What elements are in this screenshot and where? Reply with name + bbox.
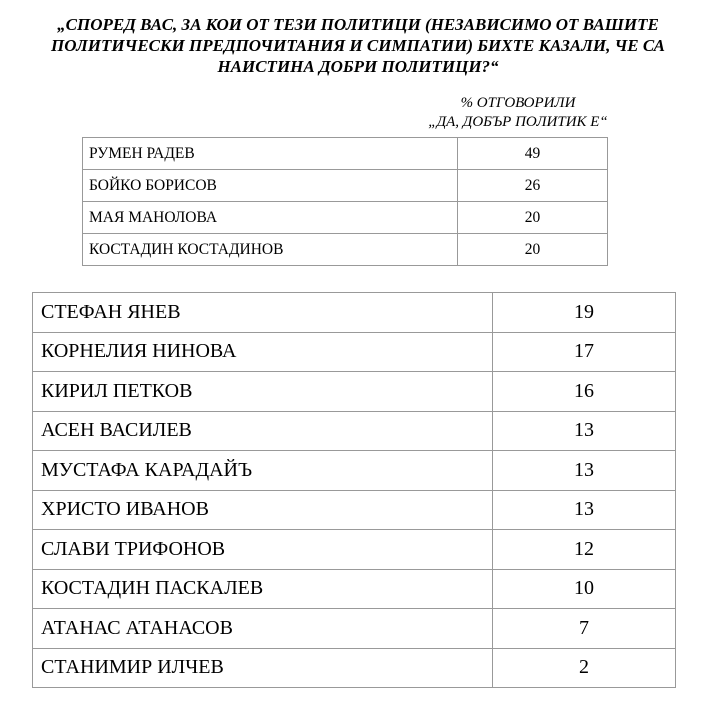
table-row	[33, 293, 676, 333]
table-row	[33, 609, 676, 649]
percent-value: 7	[493, 609, 676, 649]
percent-value: 19	[493, 293, 676, 333]
table-row	[33, 451, 676, 491]
other-results-table	[32, 292, 676, 688]
politician-name: ХРИСТО ИВАНОВ	[33, 490, 493, 530]
top-results-table	[82, 137, 608, 266]
table-row	[33, 372, 676, 412]
percent-value: 2	[493, 648, 676, 688]
table-row	[83, 138, 608, 170]
percent-value: 13	[493, 490, 676, 530]
table-row	[83, 170, 608, 202]
table-row	[33, 490, 676, 530]
question-line: НАИСТИНА ДОБРИ ПОЛИТИЦИ?“	[217, 57, 499, 76]
table-row	[83, 234, 608, 266]
politician-name: БОЙКО БОРИСОВ	[83, 170, 458, 202]
politician-name: СЛАВИ ТРИФОНОВ	[33, 530, 493, 570]
table-row	[33, 411, 676, 451]
politician-name: КОСТАДИН ПАСКАЛЕВ	[33, 569, 493, 609]
column-header-line: % ОТГОВОРИЛИ	[460, 95, 576, 111]
percent-value: 20	[458, 234, 608, 266]
percent-value: 13	[493, 411, 676, 451]
column-header	[392, 94, 644, 132]
percent-value: 12	[493, 530, 676, 570]
question-line: ПОЛИТИЧЕСКИ ПРЕДПОЧИТАНИЯ И СИМПАТИИ) БИХТЕ КАЗАЛИ, ЧЕ СА	[51, 36, 665, 55]
politician-name: КИРИЛ ПЕТКОВ	[33, 372, 493, 412]
politician-name: МУСТАФА КАРАДАЙЪ	[33, 451, 493, 491]
question-line: „СПОРЕД ВАС, ЗА КОИ ОТ ТЕЗИ ПОЛИТИЦИ (НЕЗАВИСИМО ОТ ВАШИТЕ	[57, 15, 659, 34]
politician-name: КОРНЕЛИЯ НИНОВА	[33, 332, 493, 372]
politician-name: АСЕН ВАСИЛЕВ	[33, 411, 493, 451]
politician-name: СТЕФАН ЯНЕВ	[33, 293, 493, 333]
percent-value: 49	[458, 138, 608, 170]
table-row	[33, 530, 676, 570]
table-row	[83, 202, 608, 234]
politician-name: РУМЕН РАДЕВ	[83, 138, 458, 170]
politician-name: СТАНИМИР ИЛЧЕВ	[33, 648, 493, 688]
politician-name: АТАНАС АТАНАСОВ	[33, 609, 493, 649]
percent-value: 17	[493, 332, 676, 372]
percent-value: 13	[493, 451, 676, 491]
politician-name: МАЯ МАНОЛОВА	[83, 202, 458, 234]
survey-question	[28, 14, 688, 77]
percent-value: 26	[458, 170, 608, 202]
table-row	[33, 569, 676, 609]
percent-value: 16	[493, 372, 676, 412]
percent-value: 10	[493, 569, 676, 609]
table-row	[33, 648, 676, 688]
table-row	[33, 332, 676, 372]
column-header-line: „ДА, ДОБЪР ПОЛИТИК Е“	[428, 114, 608, 130]
percent-value: 20	[458, 202, 608, 234]
politician-name: КОСТАДИН КОСТАДИНОВ	[83, 234, 458, 266]
